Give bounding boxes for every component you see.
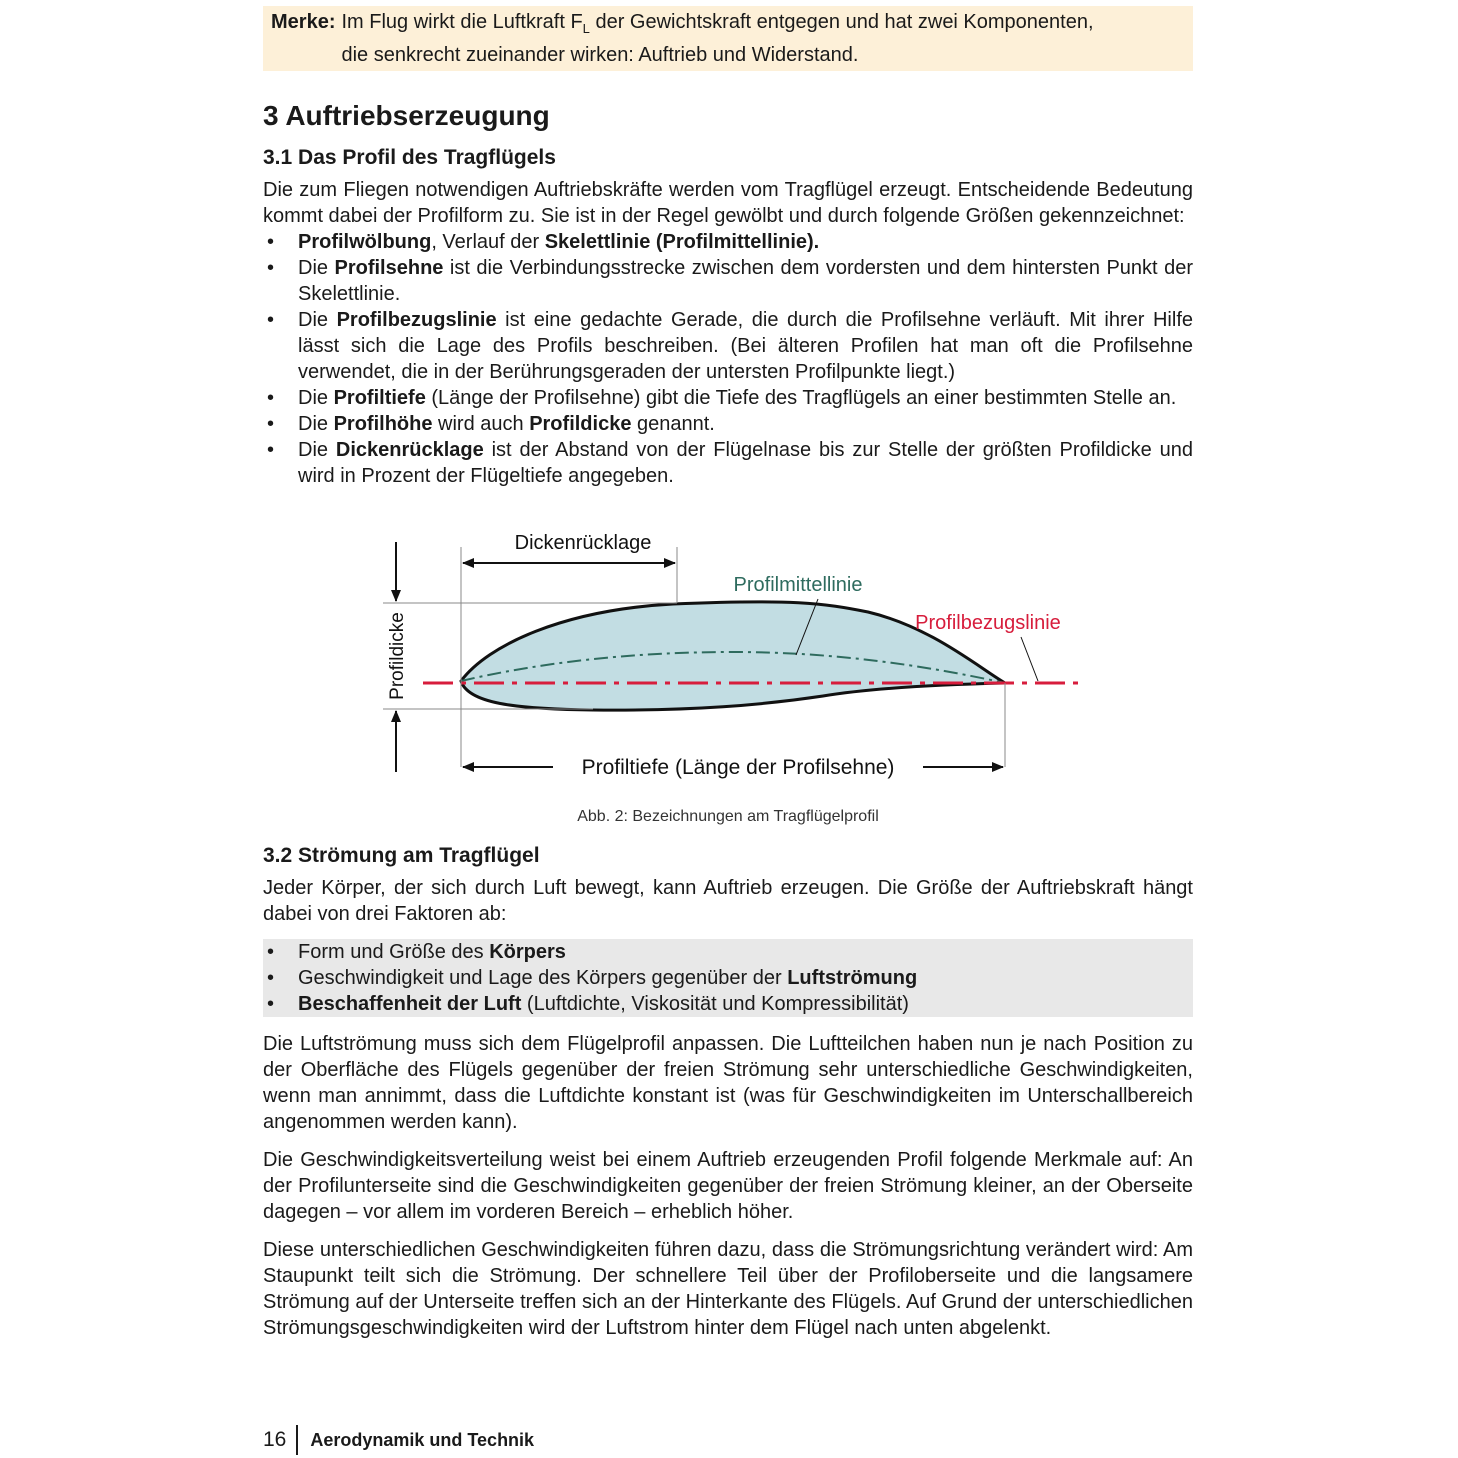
list-item: • Die Profilsehne ist die Verbindungsstrecke zwischen dem vordersten und dem hintersten Punkt der Skelettlinie. [263, 255, 1193, 307]
list-item: • Die Profilhöhe wird auch Profildicke genannt. [263, 411, 1193, 437]
merke-label: Merke: [271, 11, 336, 33]
section2-para3: Diese unterschiedlichen Geschwindigkeiten führen dazu, dass die Strömungsrichtung verändert wird: Am Staupunkt teilt sich die Strömung. Der schnellere Teil über der Profiloberseite und die langsamere Strömung auf der Unterseite treffen sich an der Hinterkante des Flügels. Auf Grund der unterschiedlichen Strömungsgeschwindigkeiten wird der Luftstrom hinter dem Flügel nach unten abgelenkt. [263, 1239, 1193, 1339]
label-profilbezugslinie: Profilbezugslinie [915, 612, 1061, 634]
factors-list [263, 939, 1193, 1017]
list-item: • Beschaffenheit der Luft (Luftdichte, Viskosität und Kompressibilität) [263, 991, 1193, 1017]
section-title-3-1: 3.1 Das Profil des Tragflügels [263, 146, 556, 169]
section2-para1: Die Luftströmung muss sich dem Flügelprofil anpassen. Die Luftteilchen haben nun je nach Position zu der Oberfläche des Flügels gegenüber der freien Strömung sehr unterschiedliche Geschwindigkeiten, wenn man annimmt, dass die Luftdichte konstant ist (was für Geschwindigkeiten im Unterschallbereich angenommen werden kann). [263, 1033, 1193, 1133]
merke-line1-sub: L [582, 21, 590, 36]
list-item: • Die Dickenrücklage ist der Abstand von der Flügelnase bis zur Stelle der größten Profildicke und wird in Prozent der Flügeltiefe angegeben. [263, 437, 1193, 489]
label-profiltiefe: Profiltiefe (Länge der Profilsehne) [581, 756, 895, 779]
list-item: • Die Profilbezugslinie ist eine gedachte Gerade, die durch die Profilsehne verläuft. Mit ihrer Hilfe lässt sich die Lage des Profils beschreiben. (Bei älteren Profilen hat man oft die Profilsehne verwendet, die in der Berührungsgeraden der untersten Profilpunkte liegt.) [263, 307, 1193, 385]
chapter-title: 3 Auftriebserzeugung [263, 100, 550, 131]
airfoil-figure [263, 497, 1193, 807]
label-dickenruecklage: Dickenrücklage [514, 532, 652, 554]
list-item: • Geschwindigkeit und Lage des Körpers gegenüber der Luftströmung [263, 965, 1193, 991]
factors-box [263, 939, 1193, 1017]
merke-text [341, 9, 1185, 68]
page-content [263, 6, 1193, 1341]
footer-title: Aerodynamik und Technik [310, 1429, 535, 1450]
merke-line1-b: der Gewichtskraft entgegen und hat zwei Komponenten, [589, 11, 1094, 33]
page-number: 16 [263, 1428, 287, 1451]
figure-caption: Abb. 2: Bezeichnungen am Tragflügelprofil [577, 808, 879, 825]
list-item: • Profilwölbung, Verlauf der Skelettlinie (Profilmittellinie). [263, 229, 1193, 255]
section1-intro: Die zum Fliegen notwendigen Auftriebskräfte werden vom Tragflügel erzeugt. Entscheidende Bedeutung kommt dabei der Profilform zu. Sie ist in der Regel gewölbt und durch folgende Größen gekennzeichnet: [263, 179, 1193, 227]
merke-line2: die senkrecht zueinander wirken: Auftrieb und Widerstand. [341, 44, 859, 66]
leader-profilbezugslinie [1021, 637, 1038, 681]
section-title-3-2: 3.2 Strömung am Tragflügel [263, 844, 540, 867]
page-footer [263, 1425, 534, 1455]
list-item: • Form und Größe des Körpers [263, 939, 1193, 965]
label-profildicke: Profildicke [387, 612, 408, 700]
profile-bullet-list [263, 229, 1193, 489]
list-item: • Die Profiltiefe (Länge der Profilsehne) gibt die Tiefe des Tragflügels an einer bestimmten Stelle an. [263, 385, 1193, 411]
airfoil-diagram [263, 497, 1193, 807]
merke-line1-a: Im Flug wirkt die Luftkraft F [341, 11, 583, 33]
label-profilmittellinie: Profilmittellinie [733, 574, 863, 596]
section2-para2: Die Geschwindigkeitsverteilung weist bei einem Auftrieb erzeugenden Profil folgende Merkmale auf: An der Profilunterseite sind die Geschwindigkeiten gegenüber der freien Strömung kleiner, an der Oberseite dagegen – vor allem im vorderen Bereich – erheblich höher. [263, 1149, 1193, 1223]
section2-intro: Jeder Körper, der sich durch Luft bewegt, kann Auftrieb erzeugen. Die Größe der Auftriebskraft hängt dabei von drei Faktoren ab: [263, 877, 1193, 925]
merke-box [263, 6, 1193, 71]
